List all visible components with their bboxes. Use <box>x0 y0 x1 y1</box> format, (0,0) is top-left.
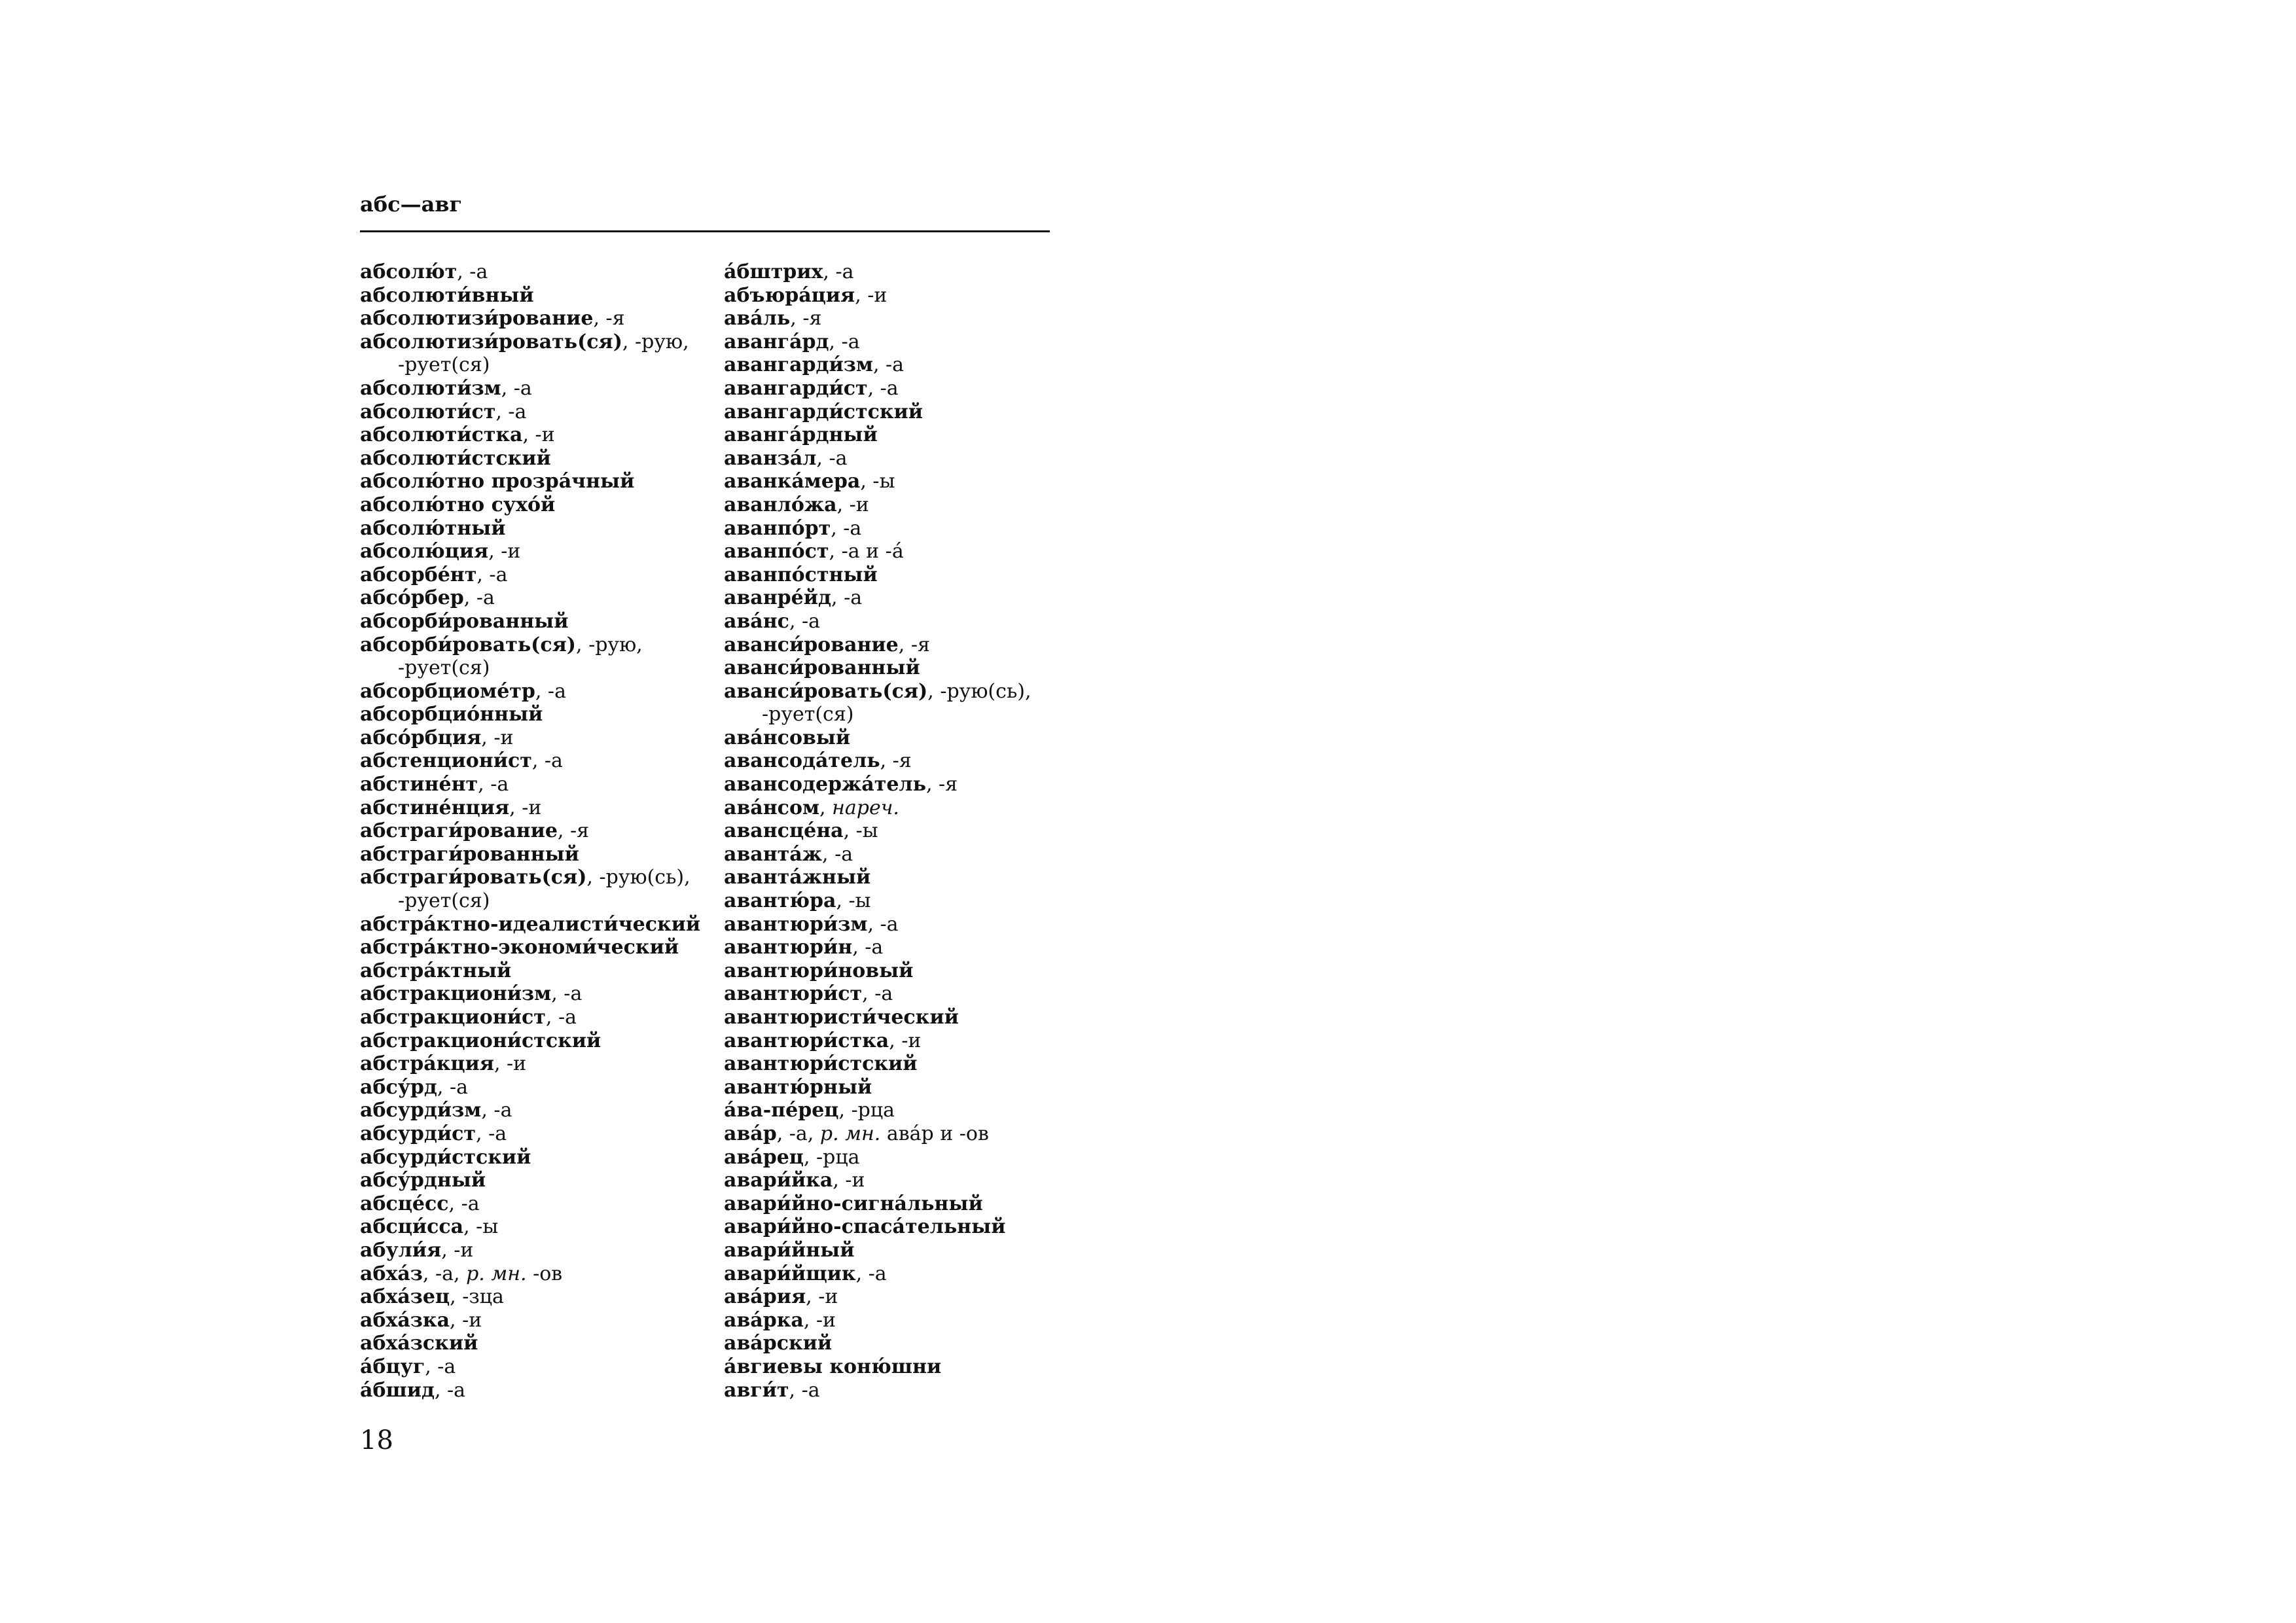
entry-forms: , -и <box>493 1052 527 1076</box>
dictionary-entry <box>360 936 713 959</box>
headword: абсолюти́стский <box>360 446 551 470</box>
dictionary-entry <box>724 1309 1090 1332</box>
entry-forms: , -а <box>862 982 893 1006</box>
entry-forms: -рует(ся) <box>762 703 854 726</box>
headword: аванси́рование <box>724 633 899 656</box>
headword: авари́йный <box>724 1238 855 1262</box>
dictionary-entry <box>360 1122 713 1146</box>
dictionary-entry <box>360 586 713 610</box>
entry-forms: , -а <box>425 1355 456 1378</box>
dictionary-entry <box>724 307 1090 330</box>
headword: ава́ль <box>724 307 791 330</box>
entry-forms: , -и <box>833 1169 865 1192</box>
dictionary-entry <box>360 377 713 401</box>
entry-forms: , -и <box>836 493 869 516</box>
entry-forms: , -рую(сь), <box>927 679 1031 703</box>
dictionary-entry <box>360 726 713 750</box>
headword: авантюри́зм <box>724 912 868 936</box>
dictionary-entry <box>360 773 713 796</box>
dictionary-entry <box>724 749 1090 773</box>
dictionary-entry <box>360 447 713 471</box>
header-rule <box>360 230 1050 232</box>
dictionary-entry <box>360 563 713 587</box>
dictionary-entry <box>724 959 1090 983</box>
headword: абсци́сса <box>360 1215 464 1239</box>
headword: а́вгиевы коню́шни <box>724 1355 942 1378</box>
dictionary-entry <box>724 1029 1090 1053</box>
headword: аванло́жа <box>724 493 837 516</box>
headword: а́бцуг <box>360 1355 425 1378</box>
headword: абстра́кция <box>360 1052 494 1076</box>
headword: ава́р <box>724 1122 777 1145</box>
dictionary-entry <box>724 680 1090 704</box>
entry-forms: , -ы <box>843 819 878 843</box>
grammar-note: р. мн. <box>466 1262 527 1285</box>
dictionary-entry <box>724 1006 1090 1029</box>
dictionary-entry <box>724 447 1090 471</box>
entry-forms: , -а <box>476 563 508 586</box>
headword: авантю́ра <box>724 889 836 913</box>
headword: абсолю́ция <box>360 540 489 563</box>
dictionary-entry <box>360 517 713 541</box>
entry-forms: , -рую, <box>576 633 643 656</box>
entry-forms: , -а <box>476 1122 507 1145</box>
dictionary-entry <box>724 726 1090 750</box>
headword: аванпо́стный <box>724 563 878 586</box>
entry-forms: , -ы <box>860 470 895 493</box>
headword: авантю́рный <box>724 1075 872 1099</box>
entry-forms: , -я <box>880 749 912 773</box>
entry-forms: , -а <box>478 773 509 796</box>
dictionary-entry <box>724 1215 1090 1239</box>
entry-forms: , <box>819 796 833 819</box>
headword: аванта́жный <box>724 866 871 889</box>
entry-forms: , -ы <box>836 889 871 913</box>
entry-forms-extra: -ов <box>526 1262 563 1285</box>
dictionary-entry <box>360 1215 713 1239</box>
dictionary-entry <box>360 401 713 424</box>
dictionary-entry <box>724 586 1090 610</box>
headword: абсолюти́стка <box>360 423 523 447</box>
dictionary-entry <box>724 773 1090 796</box>
dictionary-entry <box>360 1099 713 1122</box>
dictionary-entry <box>724 633 1090 657</box>
headword: аванга́рд <box>724 330 829 353</box>
headword: абсорбцио́нный <box>360 703 543 726</box>
entry-forms: -рует(ся) <box>398 889 490 913</box>
dictionary-entry <box>724 1146 1090 1169</box>
entry-forms: , -а, <box>422 1262 467 1285</box>
entry-continuation <box>360 656 713 680</box>
dictionary-entry <box>360 1332 713 1355</box>
headword: абсо́рбер <box>360 586 464 610</box>
dictionary-entry <box>724 913 1090 936</box>
headword: абсолюти́вный <box>360 283 534 307</box>
dictionary-entry <box>360 1309 713 1332</box>
entry-forms: , -а <box>822 842 853 866</box>
headword: абстенциони́ст <box>360 749 532 773</box>
dictionary-entry <box>360 866 713 889</box>
dictionary-entry <box>360 1192 713 1216</box>
entry-forms: , -я <box>593 307 625 330</box>
dictionary-entry <box>360 1169 713 1192</box>
entry-forms: , -а <box>831 586 863 610</box>
entry-continuation <box>360 889 713 913</box>
entry-forms: , -а <box>495 400 527 423</box>
entry-forms: , -а <box>855 1262 887 1285</box>
dictionary-entry <box>360 1029 713 1053</box>
headword: а́бшид <box>360 1378 435 1402</box>
headword: ава́рец <box>724 1145 804 1169</box>
headword: абсорбциоме́тр <box>360 679 535 703</box>
dictionary-entry <box>360 1076 713 1099</box>
grammar-note: нареч. <box>832 796 899 819</box>
headword: абсолю́тный <box>360 516 506 540</box>
entry-forms-extra: ава́р и -ов <box>880 1122 989 1145</box>
headword: авангарди́стский <box>724 400 924 423</box>
column-right <box>724 260 1090 1402</box>
headword: а́ва-пе́рец <box>724 1099 839 1122</box>
headword: абха́з <box>360 1262 423 1285</box>
headword: абха́зский <box>360 1332 478 1355</box>
dictionary-entry <box>724 260 1090 284</box>
headword: авантюри́стский <box>724 1052 918 1076</box>
dictionary-entry <box>360 913 713 936</box>
dictionary-entry <box>724 1239 1090 1262</box>
headword: абсурди́стский <box>360 1145 531 1169</box>
entry-forms: , -а <box>551 982 583 1006</box>
entry-forms: , -а <box>437 1075 468 1099</box>
dictionary-entry <box>724 1285 1090 1309</box>
dictionary-entry <box>724 493 1090 517</box>
dictionary-entry <box>724 1099 1090 1122</box>
dictionary-entry <box>724 866 1090 889</box>
dictionary-entry <box>360 423 713 447</box>
running-head: абс—авг <box>360 192 463 217</box>
entry-forms: , -и <box>522 423 555 447</box>
entry-forms: , -рую, <box>622 330 689 353</box>
entry-forms: , -зца <box>450 1285 504 1309</box>
dictionary-entry <box>724 1262 1090 1286</box>
headword: абстине́нция <box>360 796 510 819</box>
entry-forms: , -и <box>509 796 542 819</box>
entry-forms: , -а <box>829 330 860 353</box>
headword: авари́йно-сигна́льный <box>724 1192 983 1215</box>
entry-forms: , -а <box>789 609 821 633</box>
headword: авантюри́н <box>724 936 853 959</box>
dictionary-entry <box>724 1192 1090 1216</box>
entry-forms: , -а <box>823 260 854 283</box>
headword: авантюри́новый <box>724 959 914 982</box>
headword: аванпо́рт <box>724 516 831 540</box>
dictionary-entry <box>724 656 1090 680</box>
headword: абсолютизи́ровать(ся) <box>360 330 622 353</box>
dictionary-entry <box>360 330 713 354</box>
headword: абсо́рбция <box>360 726 482 749</box>
headword: абстракциони́стский <box>360 1029 601 1052</box>
dictionary-entry <box>724 377 1090 401</box>
headword: авантюри́ст <box>724 982 863 1006</box>
headword: аванза́л <box>724 446 817 470</box>
dictionary-entry <box>360 1239 713 1262</box>
entry-forms: , -а и -а́ <box>829 540 904 563</box>
page-number: 18 <box>360 1425 393 1455</box>
dictionary-entry <box>360 959 713 983</box>
dictionary-entry <box>360 493 713 517</box>
entry-forms: -рует(ся) <box>398 656 490 680</box>
entry-forms: , -а <box>789 1378 820 1402</box>
headword: авантюри́стка <box>724 1029 889 1052</box>
entry-forms: , -и <box>806 1285 838 1309</box>
entry-forms: , -я <box>898 633 930 656</box>
headword: абсце́сс <box>360 1192 449 1215</box>
entry-forms: , -рца <box>838 1099 895 1122</box>
entry-forms: , -я <box>790 307 822 330</box>
dictionary-entry <box>724 843 1090 866</box>
headword: абъюра́ция <box>724 283 855 307</box>
headword: абстраги́рование <box>360 819 558 843</box>
dictionary-entry <box>360 540 713 563</box>
headword: абстраги́ровать(ся) <box>360 866 587 889</box>
entry-forms: , -а <box>867 376 899 400</box>
entry-forms: , -а <box>872 353 905 377</box>
dictionary-entry <box>360 1355 713 1379</box>
headword: абха́зка <box>360 1308 450 1332</box>
dictionary-entry <box>724 1332 1090 1355</box>
headword: абсурди́зм <box>360 1099 482 1122</box>
headword: ава́рский <box>724 1332 833 1355</box>
headword: авантюристи́ческий <box>724 1006 959 1029</box>
headword: абсорбе́нт <box>360 563 477 586</box>
dictionary-entry <box>360 680 713 704</box>
dictionary-entry <box>724 796 1090 820</box>
headword: абсу́рд <box>360 1075 437 1099</box>
headword: ава́рия <box>724 1285 806 1309</box>
dictionary-entry <box>360 1285 713 1309</box>
headword: ава́нсовый <box>724 726 851 749</box>
entry-forms: , -я <box>925 773 958 796</box>
dictionary-entry <box>724 889 1090 913</box>
entry-forms: , -и <box>441 1238 474 1262</box>
dictionary-entry <box>724 423 1090 447</box>
entry-forms: , -а <box>501 376 532 400</box>
dictionary-entry <box>360 982 713 1006</box>
dictionary-entry <box>360 470 713 493</box>
dictionary-entry <box>724 470 1090 493</box>
headword: абстра́ктный <box>360 959 512 982</box>
entry-forms: , -а <box>434 1378 466 1402</box>
dictionary-entry <box>724 1355 1090 1379</box>
headword: авансодержа́тель <box>724 773 926 796</box>
entry-forms: , -и <box>803 1308 836 1332</box>
entry-forms: , -ы <box>463 1215 499 1239</box>
headword: абсорби́ровать(ся) <box>360 633 576 656</box>
headword: авги́т <box>724 1378 789 1402</box>
headword: абстраги́рованный <box>360 842 579 866</box>
dictionary-entry <box>724 401 1090 424</box>
dictionary-entry <box>360 749 713 773</box>
headword: аванта́ж <box>724 842 822 866</box>
entry-forms: , -а <box>545 1006 577 1029</box>
headword: абха́зец <box>360 1285 450 1309</box>
headword: ава́нс <box>724 609 789 633</box>
entry-forms: , -рую(сь), <box>586 866 691 889</box>
headword: абсу́рдный <box>360 1169 486 1192</box>
headword: абсолютизи́рование <box>360 307 594 330</box>
headword: абсолюти́ст <box>360 400 496 423</box>
headword: абстине́нт <box>360 773 478 796</box>
dictionary-entry <box>360 1146 713 1169</box>
dictionary-entry <box>360 1262 713 1286</box>
entry-forms: , -а <box>816 446 848 470</box>
dictionary-entry <box>360 843 713 866</box>
dictionary-entry <box>724 517 1090 541</box>
headword: ава́рка <box>724 1308 804 1332</box>
entry-forms: , -а <box>531 749 563 773</box>
dictionary-entry <box>360 284 713 308</box>
headword: аванре́йд <box>724 586 831 610</box>
dictionary-entry <box>724 610 1090 633</box>
dictionary-entry <box>724 819 1090 843</box>
dictionary-entry <box>360 610 713 633</box>
headword: аванси́ровать(ся) <box>724 679 928 703</box>
column-left <box>360 260 713 1402</box>
entry-forms: , -а, <box>776 1122 820 1145</box>
headword: авансце́на <box>724 819 844 843</box>
headword: абсолюти́зм <box>360 376 501 400</box>
dictionary-entry <box>360 819 713 843</box>
dictionary-entry <box>724 540 1090 563</box>
entry-forms: , -и <box>855 283 888 307</box>
headword: абстра́ктно-идеалисти́ческий <box>360 912 701 936</box>
headword: аванси́рованный <box>724 656 920 680</box>
headword: авангарди́ст <box>724 376 868 400</box>
headword: абстра́ктно-экономи́ческий <box>360 936 679 959</box>
entry-forms: , -я <box>557 819 590 843</box>
headword: абсурди́ст <box>360 1122 476 1145</box>
entry-forms: , -а <box>448 1192 480 1215</box>
headword: абсорби́рованный <box>360 609 569 633</box>
dictionary-entry <box>360 633 713 657</box>
headword: а́бштрих <box>724 260 823 283</box>
headword: аванка́мера <box>724 470 861 493</box>
entry-forms: , -а <box>463 586 495 610</box>
headword: авари́йно-спаса́тельный <box>724 1215 1006 1239</box>
dictionary-entry <box>724 1076 1090 1099</box>
entry-forms: , -а <box>457 260 488 283</box>
headword: аванпо́ст <box>724 540 829 563</box>
entry-continuation <box>724 703 1090 726</box>
dictionary-entry <box>724 1052 1090 1076</box>
dictionary-entry <box>724 353 1090 377</box>
headword: абсолю́т <box>360 260 457 283</box>
dictionary-entry <box>724 982 1090 1006</box>
entry-continuation <box>360 353 713 377</box>
entry-forms: , -рца <box>803 1145 860 1169</box>
dictionary-entry <box>724 1169 1090 1192</box>
headword: абстракциони́ст <box>360 1006 546 1029</box>
entry-forms: , -и <box>481 726 514 749</box>
dictionary-entry <box>360 703 713 726</box>
entry-forms: , -а <box>535 679 566 703</box>
grammar-note: р. мн. <box>819 1122 881 1145</box>
dictionary-entry <box>724 1122 1090 1146</box>
headword: абсолю́тно прозра́чный <box>360 470 635 493</box>
headword: ава́нсом <box>724 796 820 819</box>
entry-forms: , -и <box>488 540 521 563</box>
dictionary-entry <box>724 330 1090 354</box>
entry-forms: , -и <box>889 1029 922 1052</box>
entry-forms: , -а <box>481 1099 512 1122</box>
dictionary-entry <box>724 936 1090 959</box>
headword: авари́йщик <box>724 1262 856 1285</box>
headword: абсолю́тно сухо́й <box>360 493 556 516</box>
dictionary-entry <box>724 1379 1090 1402</box>
headword: абстракциони́зм <box>360 982 552 1006</box>
dictionary-entry <box>360 1052 713 1076</box>
headword: авари́йка <box>724 1169 833 1192</box>
dictionary-entry <box>360 307 713 330</box>
entry-forms: , -а <box>867 912 899 936</box>
headword: авангарди́зм <box>724 353 873 377</box>
dictionary-entry <box>724 563 1090 587</box>
dictionary-entry <box>724 284 1090 308</box>
entry-forms: , -и <box>450 1308 482 1332</box>
dictionary-entry <box>360 796 713 820</box>
entry-forms: -рует(ся) <box>398 353 490 377</box>
headword: абули́я <box>360 1238 442 1262</box>
headword: аванга́рдный <box>724 423 878 447</box>
dictionary-entry <box>360 260 713 284</box>
entry-forms: , -а <box>852 936 884 959</box>
dictionary-entry <box>360 1006 713 1029</box>
headword: авансода́тель <box>724 749 880 773</box>
entry-forms: , -а <box>831 516 862 540</box>
dictionary-entry <box>360 1379 713 1402</box>
